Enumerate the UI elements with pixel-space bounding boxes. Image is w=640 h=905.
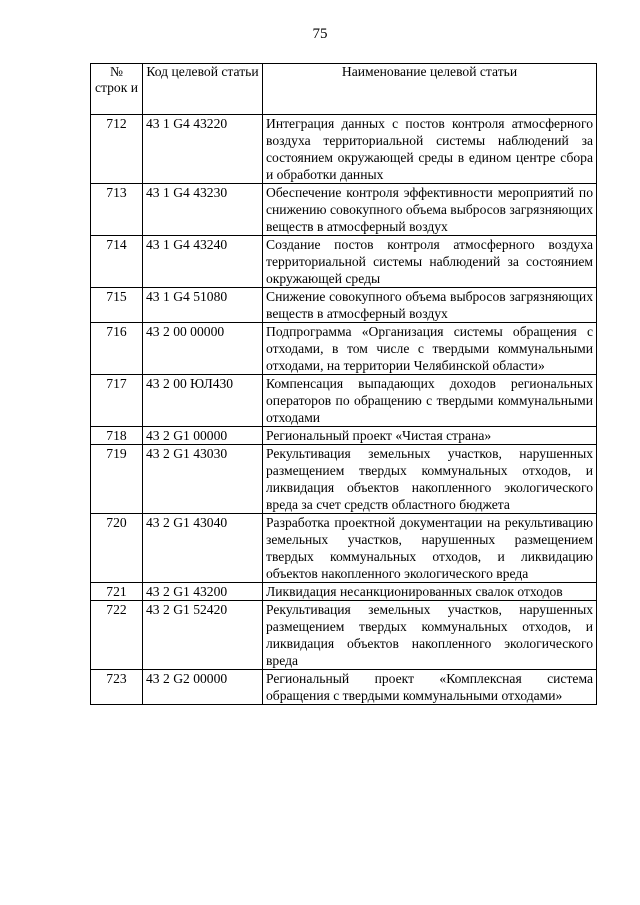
row-code: 43 2 G1 43200: [143, 583, 263, 601]
table-row: [91, 427, 597, 445]
row-name: Региональный проект «Чистая страна»: [263, 427, 597, 445]
row-number: 720: [91, 514, 143, 583]
table-row: [91, 184, 597, 236]
table-body: [91, 115, 597, 705]
row-name: Интеграция данных с постов контроля атмосферного воздуха территориальной системы наблюдений за состоянием окружающей среды в едином центре сбора и обработки данных: [263, 115, 597, 184]
row-code: 43 2 G2 00000: [143, 670, 263, 705]
row-name: Создание постов контроля атмосферного воздуха территориальной системы наблюдений за состоянием окружающей среды: [263, 236, 597, 288]
row-name: Подпрограмма «Организация системы обращения с отходами, в том числе с твердыми коммунальными отходами, на территории Челябинской области»: [263, 323, 597, 375]
row-number: 719: [91, 445, 143, 514]
row-number: 714: [91, 236, 143, 288]
table-row: [91, 236, 597, 288]
row-name: Компенсация выпадающих доходов региональных операторов по обращению с твердыми коммунальными отходами: [263, 375, 597, 427]
header-name: Наименование целевой статьи: [263, 64, 597, 115]
row-code: 43 2 G1 43040: [143, 514, 263, 583]
row-code: 43 1 G4 43240: [143, 236, 263, 288]
row-name: Рекультивация земельных участков, нарушенных размещением твердых коммунальных отходов, и ликвидация объектов накопленного экологического вреда за счет средств областного бюджета: [263, 445, 597, 514]
row-number: 715: [91, 288, 143, 323]
row-number: 712: [91, 115, 143, 184]
row-number: 721: [91, 583, 143, 601]
table-row: [91, 601, 597, 670]
row-name: Обеспечение контроля эффективности мероприятий по снижению совокупного объема выбросов загрязняющих веществ в атмосферный воздух: [263, 184, 597, 236]
row-name: Региональный проект «Комплексная система обращения с твердыми коммунальными отходами»: [263, 670, 597, 705]
row-name: Рекультивация земельных участков, нарушенных размещением твердых коммунальных отходов, и ликвидация объектов накопленного экологического вреда: [263, 601, 597, 670]
row-code: 43 2 00 00000: [143, 323, 263, 375]
row-number: 716: [91, 323, 143, 375]
row-code: 43 1 G4 43220: [143, 115, 263, 184]
row-code: 43 2 G1 52420: [143, 601, 263, 670]
table-row: [91, 375, 597, 427]
row-code: 43 2 G1 00000: [143, 427, 263, 445]
table-row: [91, 323, 597, 375]
row-code: 43 2 00 ЮЛ430: [143, 375, 263, 427]
table-row: [91, 445, 597, 514]
row-number: 723: [91, 670, 143, 705]
row-number: 718: [91, 427, 143, 445]
table-row: [91, 670, 597, 705]
row-name: Ликвидация несанкционированных свалок отходов: [263, 583, 597, 601]
page-number: 75: [312, 26, 328, 42]
row-number: 722: [91, 601, 143, 670]
row-name: Снижение совокупного объема выбросов загрязняющих веществ в атмосферный воздух: [263, 288, 597, 323]
table-row: [91, 288, 597, 323]
row-name: Разработка проектной документации на рекультивацию земельных участков, нарушенных размещением твердых коммунальных отходов, и ликвидацию объектов накопленного экологического вреда: [263, 514, 597, 583]
row-number: 713: [91, 184, 143, 236]
row-code: 43 1 G4 51080: [143, 288, 263, 323]
header-code: Код целевой статьи: [143, 64, 263, 115]
target-articles-table: [90, 63, 597, 705]
table-row: [91, 583, 597, 601]
table-row: [91, 514, 597, 583]
header-line-number: № строк и: [91, 64, 143, 115]
row-code: 43 1 G4 43230: [143, 184, 263, 236]
table-header-row: [91, 64, 597, 115]
row-number: 717: [91, 375, 143, 427]
table-row: [91, 115, 597, 184]
row-code: 43 2 G1 43030: [143, 445, 263, 514]
